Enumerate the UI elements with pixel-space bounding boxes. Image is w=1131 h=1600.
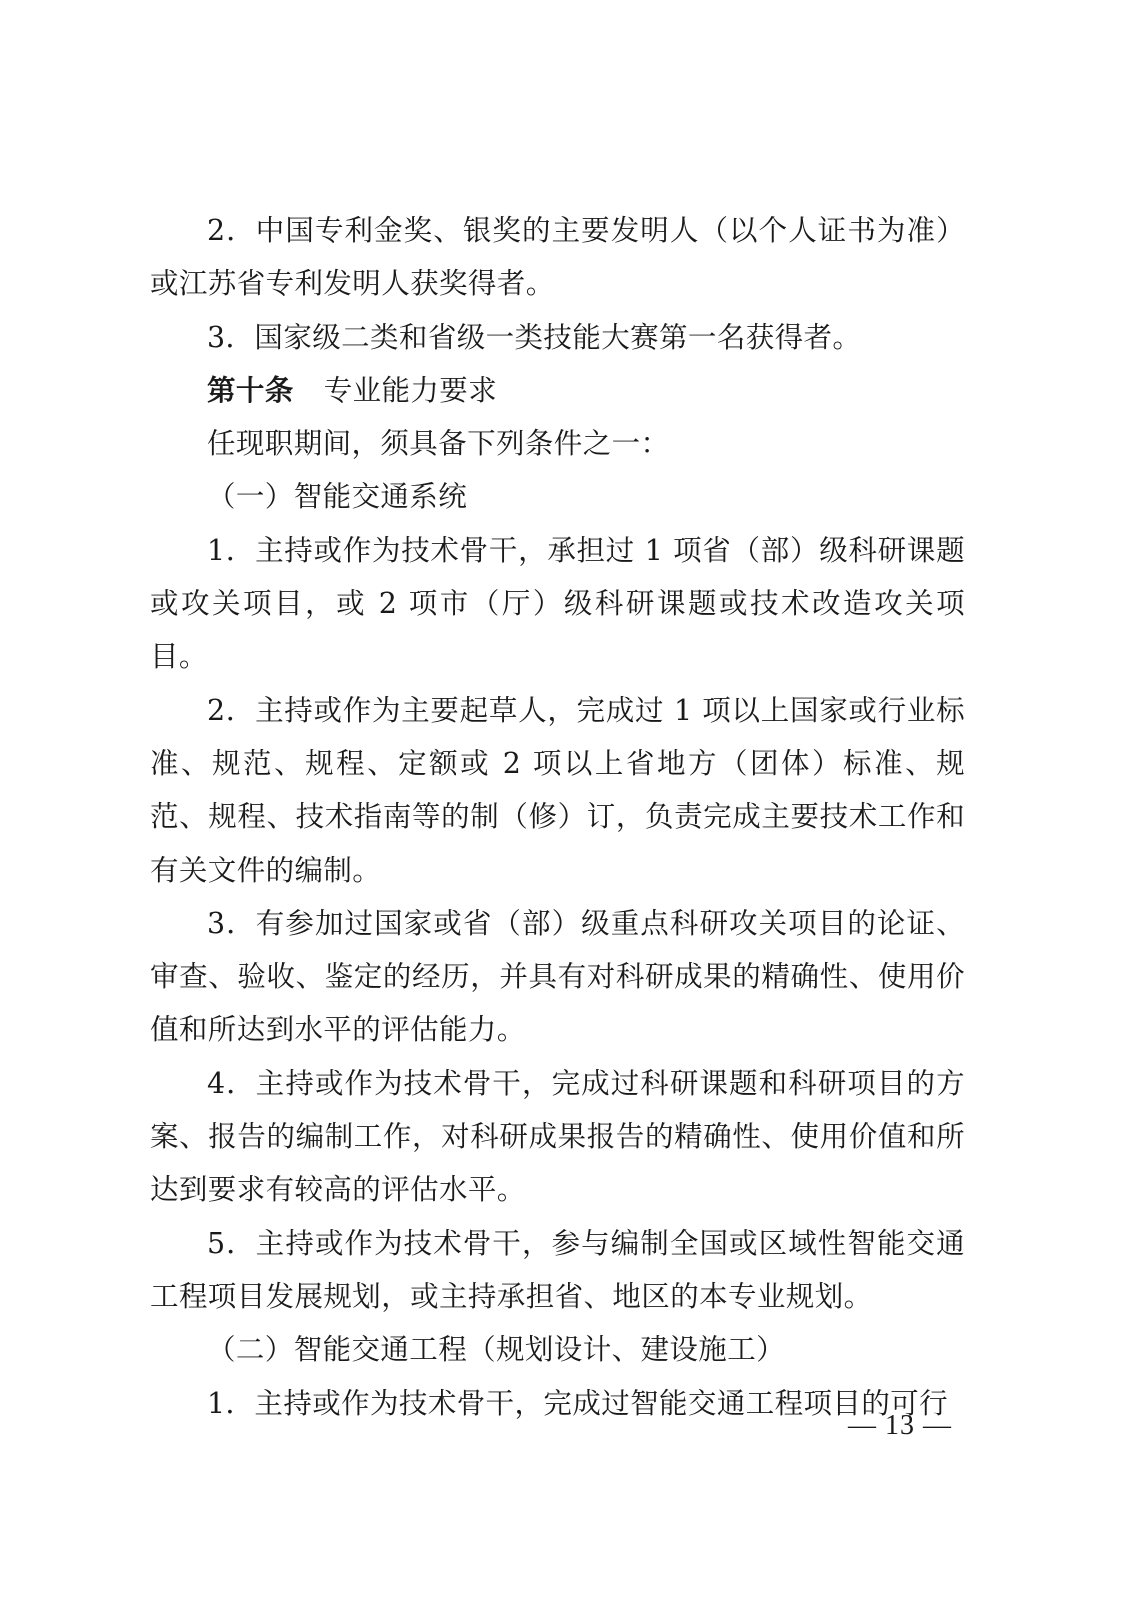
paragraph-its-item-3: 3．有参加过国家或省（部）级重点科研攻关项目的论证、审查、验收、鉴定的经历，并具有对科研成果的精确性、使用价值和所达到水平的评估能力。 bbox=[150, 906, 965, 1047]
section-heading-its-engineering: （二）智能交通工程（规划设计、建设施工） bbox=[207, 1333, 786, 1367]
section-heading-its: （一）智能交通系统 bbox=[207, 480, 468, 514]
article-title: 专业能力要求 bbox=[323, 373, 498, 407]
article-number: 第十条 bbox=[207, 372, 294, 407]
page-number: — 13 — bbox=[848, 1410, 952, 1441]
paragraph-skills-contest: 3．国家级二类和省级一类技能大赛第一名获得者。 bbox=[207, 320, 862, 354]
paragraph-its-item-5: 5．主持或作为技术骨干，参与编制全国或区域性智能交通工程项目发展规划，或主持承担省、地区的本专业规划。 bbox=[150, 1226, 965, 1313]
article-heading bbox=[150, 364, 965, 417]
paragraph-patent-award: 2．中国专利金奖、银奖的主要发明人（以个人证书为准）或江苏省专利发明人获奖得者。 bbox=[150, 214, 965, 301]
body-text bbox=[150, 204, 965, 1430]
paragraph-its-item-4: 4．主持或作为技术骨干，完成过科研课题和科研项目的方案、报告的编制工作，对科研成果报告的精确性、使用价值和所达到要求有较高的评估水平。 bbox=[150, 1066, 965, 1207]
paragraph-its-item-2: 2．主持或作为主要起草人，完成过 1 项以上国家或行业标准、规范、规程、定额或 2 项以上省地方（团体）标准、规范、规程、技术指南等的制（修）订，负责完成主要技术工作和有关文件的编制。 bbox=[150, 693, 965, 887]
paragraph-condition-intro: 任现职期间，须具备下列条件之一： bbox=[207, 427, 670, 461]
paragraph-engineering-item-1: 1．主持或作为技术骨干，完成过智能交通工程项目的可行 bbox=[207, 1386, 949, 1420]
paragraph-its-item-1: 1．主持或作为技术骨干，承担过 1 项省（部）级科研课题或攻关项目，或 2 项市（厅）级科研课题或技术改造攻关项目。 bbox=[150, 533, 965, 674]
